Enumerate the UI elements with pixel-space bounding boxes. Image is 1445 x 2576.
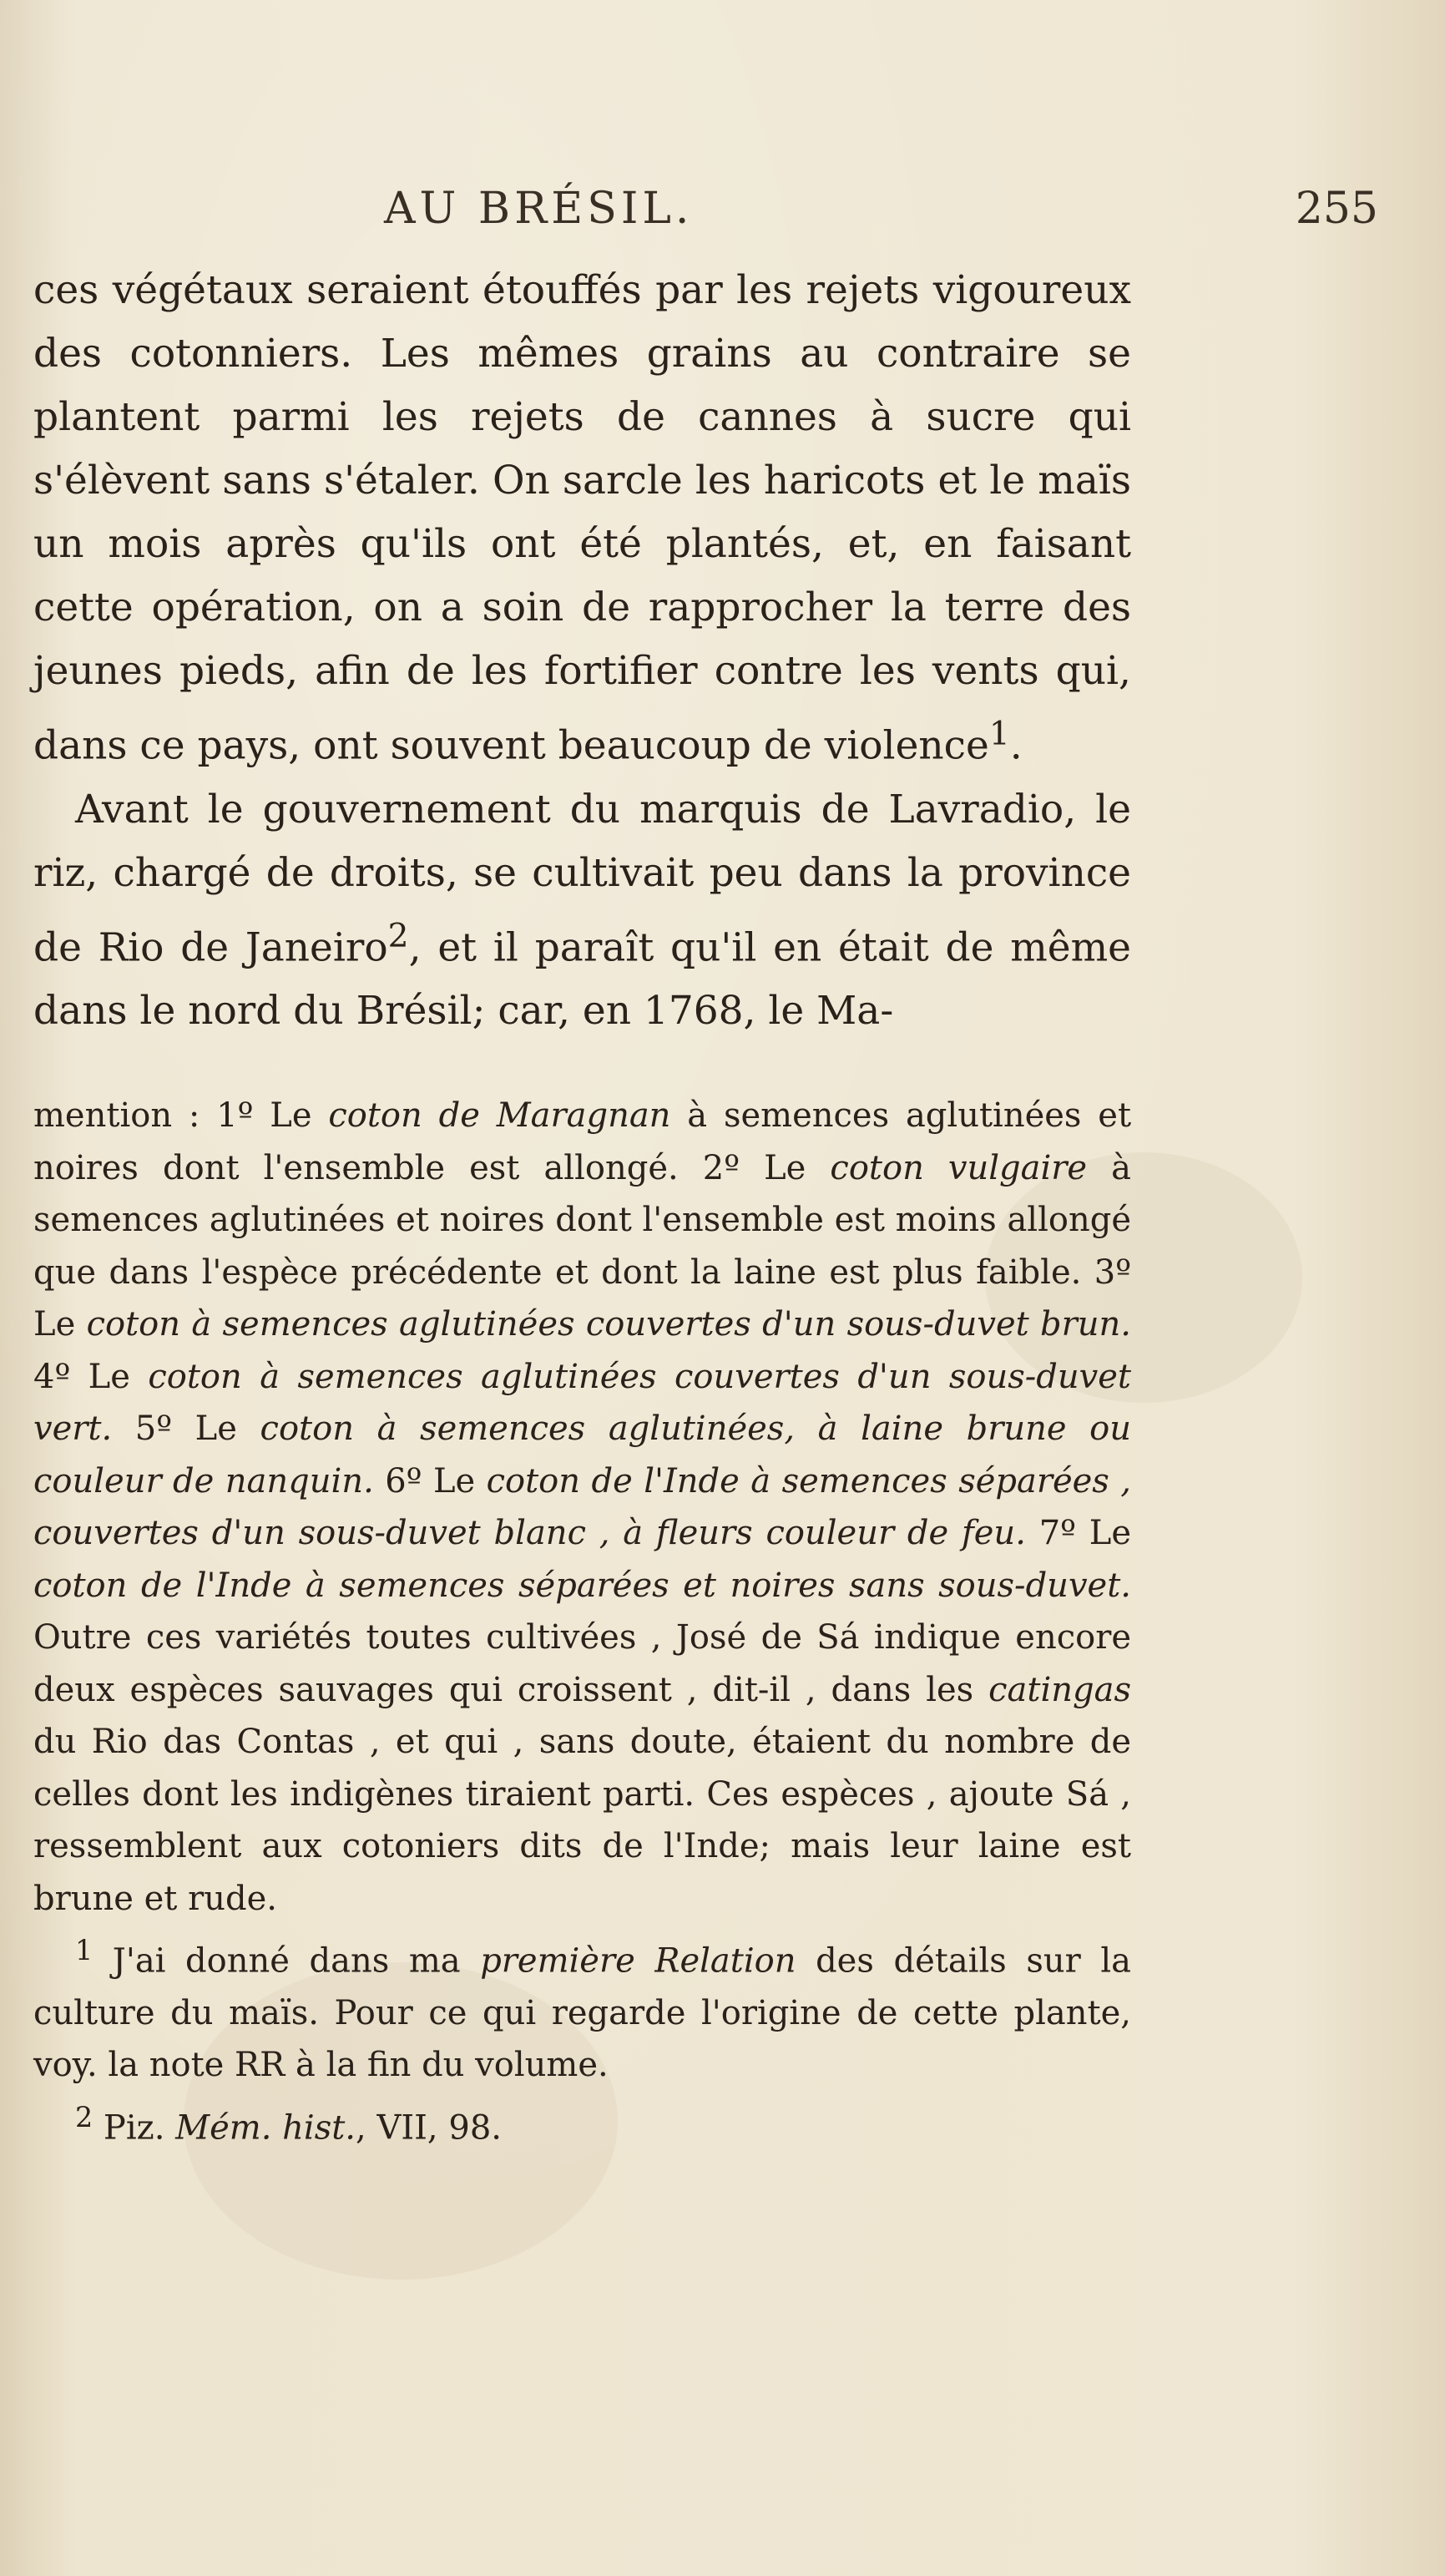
footnote-mark: 2 [75, 2100, 93, 2133]
footnote-continuation [33, 1090, 1131, 1925]
note-text: Piz. [93, 2108, 176, 2148]
note-text: des détails sur la culture du maïs. Pour ce qui regarde l'origine de cette plante, voy. la note RR à la fin du volume. [33, 1941, 1131, 2085]
main-text [33, 259, 1131, 1043]
note-italic: coton de l'Inde à semences séparées et noires sans sous-duvet. [33, 1566, 1131, 1605]
paragraph [33, 778, 1131, 1044]
note-text: mention : 1º Le [33, 1096, 329, 1135]
paragraph [33, 259, 1131, 778]
note-text: du Rio das Contas , et qui , sans doute, étaient du nombre de celles dont les indigènes tiraient parti. Ces espèces , ajoute Sá , ressemblent aux cotoniers dits de l'Inde; mais leur laine est brune et rude. [33, 1723, 1131, 1918]
note-text: 6º Le [373, 1461, 487, 1501]
note-text: J'ai donné dans ma [93, 1941, 481, 1981]
note-text: Outre ces variétés toutes cultivées , José de Sá indique encore deux espèces sauvages qui croissent , dit-il , dans les [33, 1618, 1131, 1709]
footnote-2 [33, 2092, 1131, 2154]
note-italic: coton vulgaire [830, 1148, 1088, 1187]
note-italic: coton à semences aglutinées, à laine brune ou couleur de nanquin. [33, 1409, 1132, 1501]
page-header [33, 184, 1378, 251]
page-number: 255 [1295, 184, 1378, 234]
note-italic: coton à semences aglutinées couvertes d'un sous-duvet brun. [86, 1305, 1131, 1344]
footnote-mark: 1 [75, 1934, 93, 1966]
footnote-1 [33, 1925, 1131, 2092]
running-title: AU BRÉSIL. [384, 184, 694, 234]
note-text: à semences aglutinées et noires dont l'ensemble est allongé. 2º Le [33, 1096, 1132, 1187]
note-italic: catingas [988, 1670, 1131, 1709]
note-text: à semences aglutinées et noires dont l'ensemble est moins allongé que dans l'espèce précédente et dont la laine est plus faible. 3º Le [33, 1148, 1132, 1344]
note-text: 5º Le [112, 1409, 260, 1448]
note-text: 4º Le [33, 1357, 149, 1396]
footnote-ref: 1 [988, 716, 1010, 753]
note-italic: coton de Maragnan [328, 1096, 671, 1135]
note-italic: coton à semences aglutinées couvertes d'un sous-duvet vert. [33, 1357, 1132, 1448]
footnotes [33, 1090, 1131, 2154]
note-italic: Mém. hist. [175, 2108, 356, 2148]
footnote-ref: 2 [387, 917, 409, 955]
paragraph-text: ces végétaux seraient étouffés par les rejets vigoureux des cotonniers. Les mêmes grains au contraire se plantent parmi les rejets de cannes à sucre qui s'élèvent sans s'étaler. On sarcle les haricots et le maïs un mois après qu'ils ont été plantés, et, en faisant cette opération, on a soin de rapprocher la terre des jeunes pieds, afin de les fortifier contre les vents qui, dans ce pays, ont souvent beaucoup de violence [33, 267, 1131, 769]
paragraph-text: Avant le gouvernement du marquis de Lavradio, le riz, chargé de droits, se cultivait peu dans la province de Rio de Janeiro [33, 786, 1131, 971]
note-italic: première Relation [480, 1941, 796, 1981]
note-text: , VII, 98. [356, 2108, 502, 2148]
note-italic: coton de l'Inde à semences séparées , couvertes d'un sous-duvet blanc , à fleurs couleur de feu. [33, 1461, 1131, 1552]
paragraph-text: . [1009, 722, 1023, 769]
note-text: 7º Le [1025, 1514, 1132, 1552]
paragraph-text: , et il paraît qu'il en était de même dans le nord du Brésil; car, en 1768, le Ma- [33, 924, 1131, 1035]
